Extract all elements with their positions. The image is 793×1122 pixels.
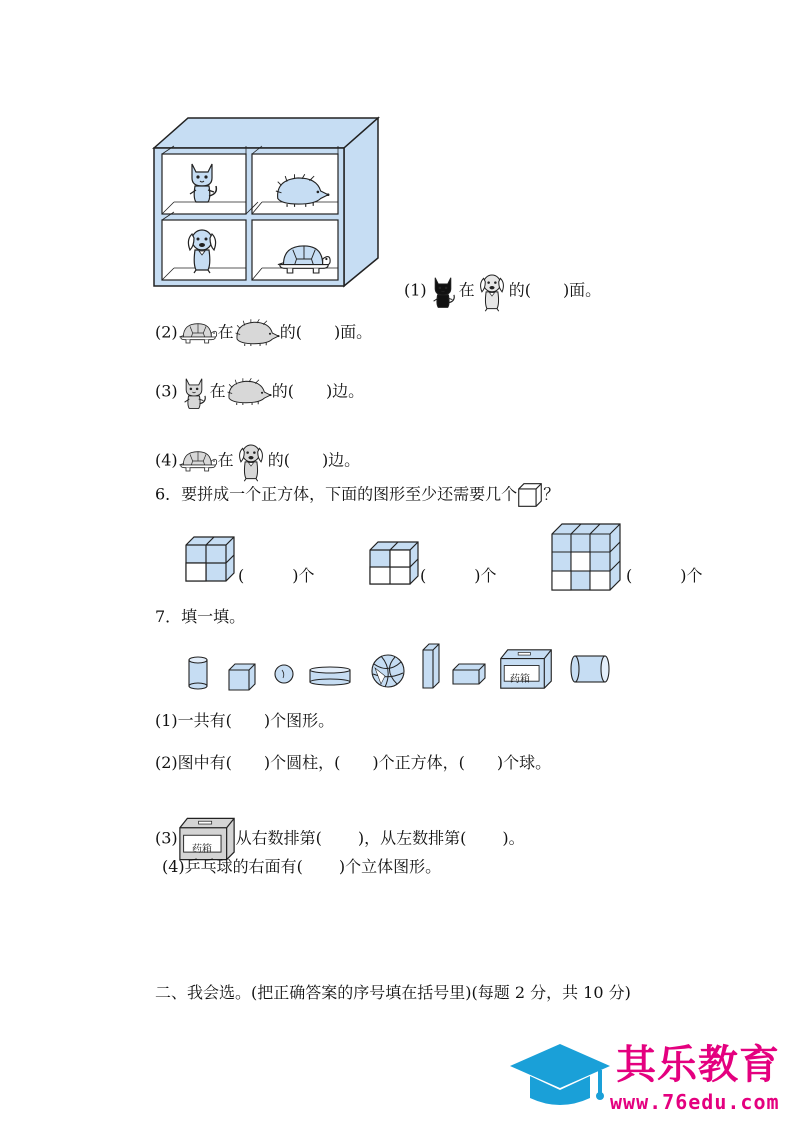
q7-item-2: (2)图中有( )个圆柱，( )个正方体，( )个球。 [155, 753, 552, 772]
q7-title: 7．填一填。 [155, 607, 246, 626]
cube-figure-2 [368, 540, 420, 586]
q6-answer-3: ( )个 [626, 566, 703, 585]
q5-item-1: (1) 在 的( )面。 [404, 270, 601, 312]
q7-shapes-row [185, 640, 615, 696]
shelf-figure [150, 116, 382, 288]
flat-cuboid-shape [453, 664, 485, 684]
q5-item-2: (2) 在 的( )面。 [155, 318, 372, 348]
logo-name: 其乐教育 [616, 1042, 780, 1088]
cat-icon [427, 273, 459, 309]
turtle-icon [178, 448, 218, 474]
graduation-cap-icon [506, 1040, 614, 1112]
section-2-title: 二、我会选。(把正确答案的序号填在括号里)(每题 2 分，共 10 分) [155, 983, 631, 1002]
ping-pong-ball-shape [275, 665, 293, 683]
cube-figure-1 [184, 535, 238, 583]
q7-item-1: (1)一共有( )个图形。 [155, 711, 335, 730]
q5-item-4: (4) 在 的( )边。 [155, 440, 360, 482]
hedgehog-icon [226, 377, 272, 407]
logo-url: www.76edu.com [610, 1090, 780, 1114]
svg-text:药箱: 药箱 [510, 674, 530, 685]
flat-cylinder-shape [310, 667, 350, 685]
cube-icon [517, 482, 543, 508]
turtle-icon [178, 320, 218, 346]
cylinder-shape [189, 657, 207, 689]
medicine-box-shape [501, 650, 552, 688]
svg-text:药箱: 药箱 [191, 844, 212, 855]
q6-answer-1: ( )个 [238, 566, 315, 585]
cube-figure-3 [550, 522, 622, 592]
q6-answer-2: ( )个 [420, 566, 497, 585]
dog-icon [475, 270, 509, 312]
ball-shape [372, 655, 404, 687]
cat-icon [178, 374, 210, 410]
q7-item-4: (4)乒乓球的右面有( )个立体图形。 [162, 857, 442, 876]
q5-item-3: (3) 在 的( )边。 [155, 374, 364, 410]
horizontal-cylinder-shape [571, 656, 609, 682]
q7-item-3: (3) 药箱 从右数排第( )，从左数排第( )。 [155, 816, 525, 862]
dog-icon [234, 440, 268, 482]
tall-cuboid-shape [423, 644, 439, 688]
q6-title: 6．要拼成一个正方体，下面的图形至少还需要几个 ？ [155, 482, 559, 508]
hedgehog-icon [234, 318, 280, 348]
cube-shape [229, 664, 255, 690]
